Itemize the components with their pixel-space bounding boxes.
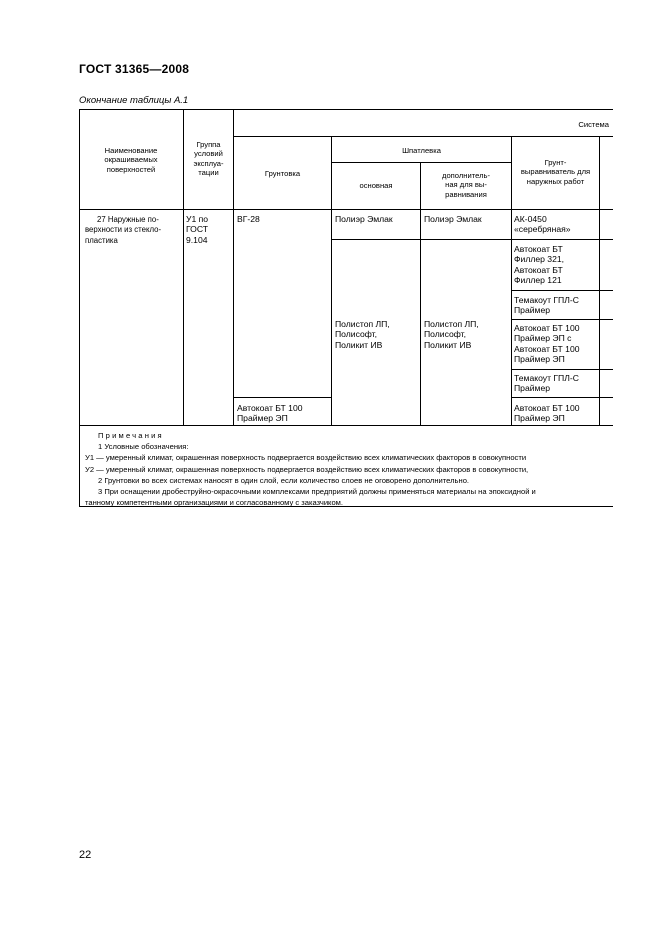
page-number: 22 bbox=[79, 849, 92, 861]
rule-putty bbox=[331, 162, 511, 163]
note-1b: У2 — умеренный климат, окрашенная поверхность подвергается воздействию всех климатических факторов в совокупности, bbox=[85, 464, 529, 474]
table bbox=[79, 109, 613, 511]
table-notes bbox=[85, 430, 613, 508]
cell-putty-main-2: Полистоп ЛП, Полисофт, Поликит ИВ bbox=[335, 319, 390, 350]
document-id: ГОСТ 31365—2008 bbox=[79, 62, 190, 76]
header-system: Система bbox=[578, 120, 609, 129]
rule-col4 bbox=[420, 162, 421, 426]
header-surface: Наименование окрашиваемых поверхностей bbox=[104, 146, 158, 174]
cell-primer-2: Автокоат БТ 100 Праймер ЭП bbox=[237, 403, 303, 424]
rule-col2 bbox=[233, 109, 234, 426]
header-leveler: Грунт- выравниватель для наружных работ bbox=[520, 158, 591, 186]
note-3: 3 При оснащении дробеструйно-окрасочными комплексами предприятий должны применяться материалы на эпоксидной и bbox=[98, 487, 536, 497]
note-1a: У1 — умеренный климат, окрашенная поверхность подвергается воздействию всех климатических факторов в совокупности bbox=[85, 453, 527, 463]
header-putty-extra: дополнитель- ная для вы- равнивания bbox=[442, 171, 490, 199]
rule-table-bottom bbox=[79, 425, 613, 426]
header-primer: Грунтовка bbox=[264, 169, 301, 178]
cell-leveler-3: Темакоут ГПЛ-С Праймер bbox=[514, 295, 579, 316]
rule-header-bottom bbox=[79, 209, 613, 210]
header-group: Группа условий эксплуа- тации bbox=[193, 140, 224, 178]
cell-putty-extra-2: Полистоп ЛП, Полисофт, Поликит ИВ bbox=[424, 319, 479, 350]
header-putty: Шпатлевка bbox=[402, 146, 441, 155]
rule-lev2 bbox=[511, 290, 613, 291]
rule-row1 bbox=[331, 239, 613, 240]
notes-title: Примечания bbox=[98, 431, 164, 440]
cell-putty-main-1: Полиэр Эмлак bbox=[335, 214, 393, 224]
rule-lev5 bbox=[511, 397, 613, 398]
cell-surface: 27 Наружные по- верхности из стекло- пластика bbox=[85, 215, 162, 245]
rule-lev4 bbox=[511, 369, 613, 370]
note-1: 1 Условные обозначения: bbox=[98, 442, 189, 452]
rule-col3 bbox=[331, 136, 332, 426]
cell-group: У1 по ГОСТ 9.104 bbox=[186, 214, 209, 245]
rule-lev3 bbox=[511, 319, 613, 320]
rule-col6 bbox=[599, 136, 600, 426]
rule-primer2 bbox=[233, 397, 331, 398]
cell-leveler-5: Темакоут ГПЛ-С Праймер bbox=[514, 373, 579, 394]
rule-left bbox=[79, 109, 80, 507]
cell-leveler-1: АК-0450 «серебряная» bbox=[514, 214, 571, 235]
cell-leveler-6: Автокоат БТ 100 Праймер ЭП bbox=[514, 403, 580, 424]
rule-top bbox=[79, 109, 613, 110]
cell-leveler-4: Автокоат БТ 100 Праймер ЭП с Автокоат БТ 100 Праймер ЭП bbox=[514, 323, 580, 365]
note-3b: танному компетентными организациями и согласованному с заказчиком. bbox=[85, 498, 344, 508]
cell-leveler-2: Автокоат БТ Филлер 321, Автокоат БТ Филлер 121 bbox=[514, 244, 565, 286]
rule-system bbox=[233, 136, 613, 137]
cell-putty-extra-1: Полиэр Эмлак bbox=[424, 214, 482, 224]
table-caption: Окончание таблицы А.1 bbox=[79, 95, 189, 106]
note-2: 2 Грунтовки во всех системах наносят в один слой, если количество слоев не оговорено дополнительно. bbox=[98, 475, 470, 485]
cell-primer-1: ВГ-28 bbox=[237, 214, 260, 224]
header-putty-main: основная bbox=[359, 181, 393, 190]
